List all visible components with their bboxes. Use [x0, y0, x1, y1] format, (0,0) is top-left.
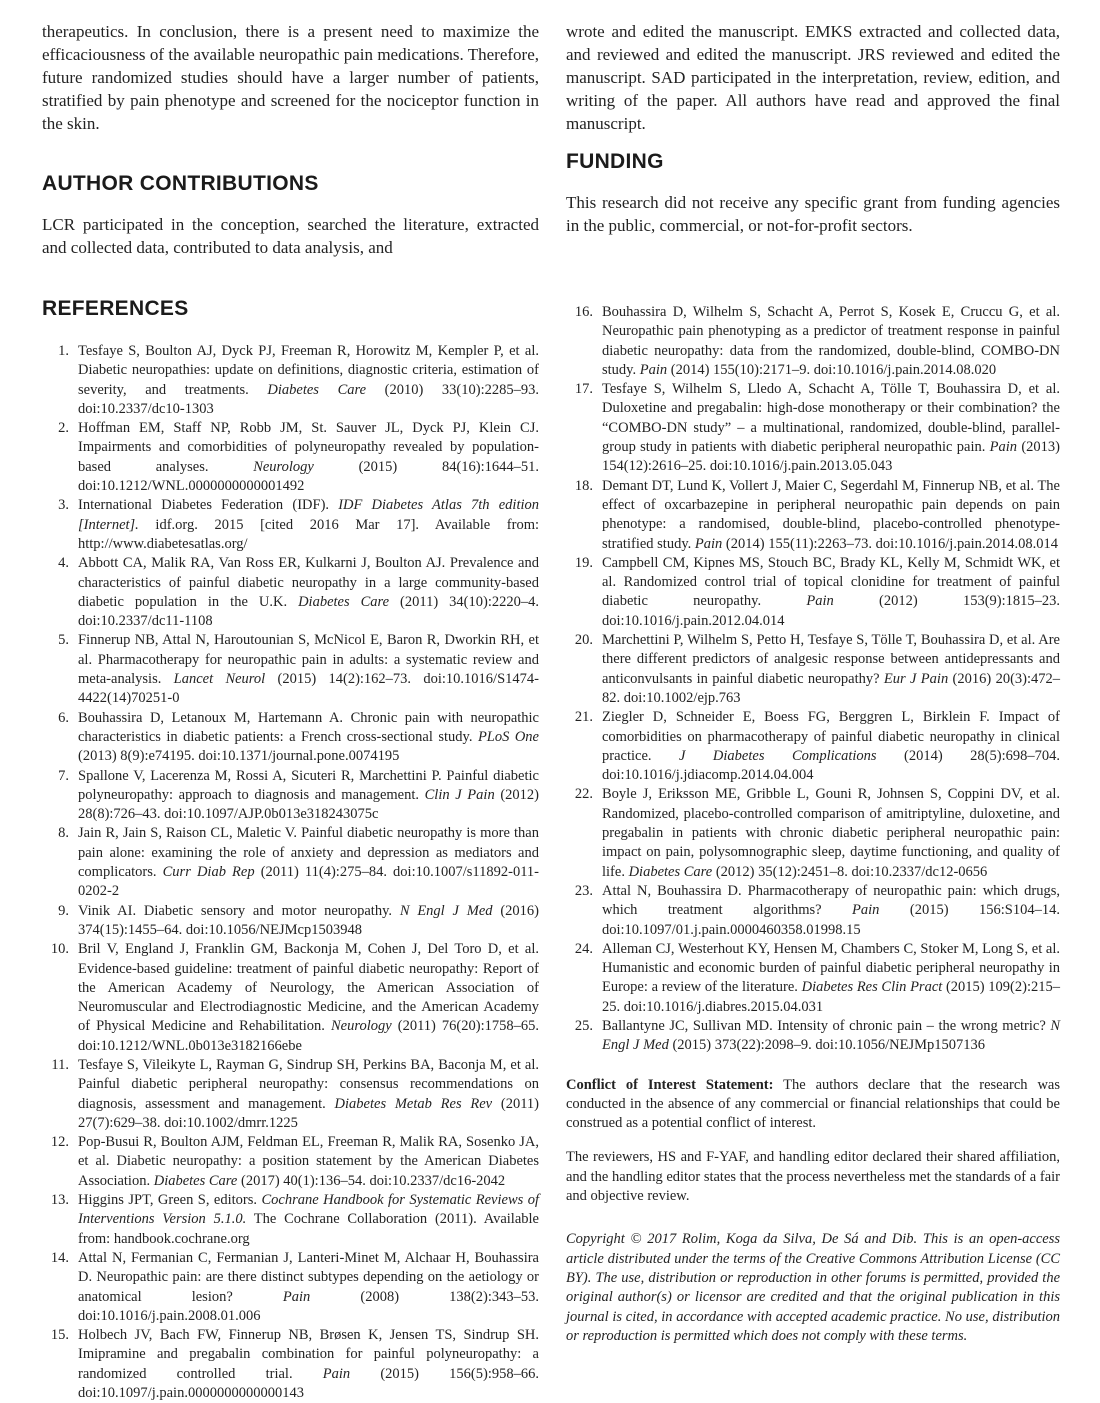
funding-heading: FUNDING: [566, 150, 664, 173]
reference-item: [566, 380, 1060, 476]
reference-item: [42, 342, 539, 419]
reviewers-note: The reviewers, HS and F-YAF, and handling editor declared their shared affiliation, and the handling editor states that the process nevertheless met the standards of a fair and objective review.: [566, 1149, 1060, 1205]
reference-number: 7.: [58, 767, 69, 784]
reference-item: [566, 882, 1060, 940]
reference-number: 15.: [50, 1327, 69, 1344]
reference-text: Pop-Busui R, Boulton AJM, Feldman EL, Freeman R, Malik RA, Sosenko JA, et al. Diabetic neuropathy: a position statement by the American Diabetes Association. Diabetes Care (2017) 40(1):136–54. doi:10.2337/dc16-2042: [78, 1134, 539, 1189]
reference-item: [566, 1017, 1060, 1056]
reference-number: 21.: [574, 709, 593, 726]
reference-text: Holbech JV, Bach FW, Finnerup NB, Brøsen K, Jensen TS, Sindrup SH. Imipramine and pregabalin combination for painful polyneuropathy: a randomized controlled trial. Pain (2015) 156(5):958–66. doi:10.1097/j.pain.0000000000000143: [78, 1327, 539, 1402]
reference-item: [42, 496, 539, 554]
reference-number: 3.: [58, 497, 69, 514]
reference-text: Tesfaye S, Vileikyte L, Rayman G, Sindrup SH, Perkins BA, Baconja M, et al. Painful diabetic peripheral neuropathy: consensus recommendations on diagnosis, assessment and management. Diabetes Metab Res Rev (2011) 27(7):629–38. doi:10.1002/dmrr.1225: [78, 1056, 539, 1131]
reference-number: 1.: [58, 343, 69, 359]
reference-item: [42, 902, 539, 941]
reference-number: 6.: [58, 709, 69, 726]
reference-number: 20.: [574, 632, 593, 649]
reference-item: [42, 554, 539, 631]
conflict-of-interest-note: [566, 1076, 1060, 1134]
reference-item: [42, 1133, 539, 1191]
reference-text: Tesfaye S, Boulton AJ, Dyck PJ, Freeman R, Horowitz M, Kempler P, et al. Diabetic neuropathies: update on definitions, diagnostic criteria, estimation of severity, and treatments. Diabetes Care (2010) 33(10):2285–93. doi:10.2337/dc10-1303: [78, 343, 539, 417]
reference-text: Marchettini P, Wilhelm S, Petto H, Tesfaye S, Tölle T, Bouhassira D, et al. Are there different predictors of analgesic response between antidepressants and anticonvulsants in painful diabetic neuropathy? Eur J Pain (2016) 20(3):472–82. doi:10.1002/ejp.763: [602, 632, 1061, 706]
reference-item: [42, 709, 539, 767]
reference-item: [42, 1056, 539, 1133]
reference-item: [42, 419, 539, 496]
reference-number: 13.: [50, 1192, 69, 1209]
reference-text: International Diabetes Federation (IDF). IDF Diabetes Atlas 7th edition [Internet]. idf.org. 2015 [cited 2016 Mar 17]. Available from: http://www.diabetesatlas.org/: [78, 497, 540, 552]
author-contributions-heading: AUTHOR CONTRIBUTIONS: [42, 172, 319, 195]
reference-text: Spallone V, Lacerenza M, Rossi A, Sicuteri R, Marchettini P. Painful diabetic polyneuropathy: approach to diagnosis and management. Clin J Pain (2012) 28(8):726–43. doi:10.1097/AJP.0b013e318243075c: [78, 767, 539, 823]
conclusion-paragraph: therapeutics. In conclusion, there is a present need to maximize the efficaciousness of the available neuropathic pain medications. Therefore, future randomized studies should have a larger number of patients, stratified by pain phenotype and screened for the nociceptor function in the skin.: [42, 22, 539, 133]
reference-number: 16.: [574, 304, 593, 320]
reference-number: 8.: [58, 825, 69, 842]
author-contributions-continued-paragraph: wrote and edited the manuscript. EMKS extracted and collected data, and reviewed and edited the manuscript. JRS reviewed and edited the manuscript. SAD participated in the interpretation, review, edition, and writing of the paper. All authors have read and approved the final manuscript.: [566, 22, 1060, 133]
reference-item: [566, 631, 1060, 708]
reference-item: [42, 1326, 539, 1403]
reference-item: [42, 767, 539, 825]
reference-text: Bril V, England J, Franklin GM, Backonja M, Cohen J, Del Toro D, et al. Evidence-based guideline: treatment of painful diabetic neuropathy: Report of the American Academy of Neurology, the American Association of Neuromuscular and Electrodiagnostic Medicine, and the American Academy of Physical Medicine and Rehabilitation. Neurology (2011) 76(20):1758–65. doi:10.1212/WNL.0b013e3182166ebe: [78, 941, 539, 1054]
reference-number: 18.: [574, 477, 593, 494]
reference-number: 22.: [574, 786, 593, 803]
reference-number: 5.: [58, 632, 69, 649]
reference-text: Alleman CJ, Westerhout KY, Hensen M, Chambers C, Stoker M, Long S, et al. Humanistic and economic burden of painful diabetic peripheral neuropathy in Europe: a review of the literature. Diabetes Res Clin Pract (2015) 109(2):215–25. doi:10.1016/j.diabres.2015.04.031: [602, 940, 1060, 1015]
reference-number: 19.: [574, 554, 593, 571]
right-top-column: [566, 20, 1060, 237]
author-contributions-paragraph: LCR participated in the conception, searched the literature, extracted and collected data, contributed to data analysis, and: [42, 215, 539, 257]
funding-paragraph: This research did not receive any specific grant from funding agencies in the public, commercial, or not-for-profit sectors.: [566, 193, 1060, 235]
reference-text: Hoffman EM, Staff NP, Robb JM, St. Sauver JL, Dyck PJ, Klein CJ. Impairments and comorbidities of polyneuropathy revealed by population-based analyses. Neurology (2015) 84(16):1644–51. doi:10.1212/WNL.0000000000001492: [78, 420, 540, 495]
reference-item: [566, 477, 1060, 554]
reference-number: 4.: [58, 555, 69, 572]
conflict-of-interest-lead: Conflict of Interest Statement:: [566, 1076, 774, 1093]
reference-item: [566, 785, 1060, 881]
reference-item: [42, 1191, 539, 1249]
copyright-note: Copyright © 2017 Rolim, Koga da Silva, De Sá and Dib. This is an open-access article distributed under the terms of the Creative Commons Attribution License (CC BY). The use, distribution or reproduction in other forums is permitted, provided the original author(s) or licensor are credited and that the original publication in this journal is cited, in accordance with accepted academic practice. No use, distribution or reproduction is permitted which does not comply with these terms.: [566, 1231, 1060, 1344]
reference-number: 24.: [574, 940, 593, 957]
reference-text: Tesfaye S, Wilhelm S, Lledo A, Schacht A, Tölle T, Bouhassira D, et al. Duloxetine and pregabalin: high-dose monotherapy or their combination? the “COMBO-DN study” – a multinational, randomized, double-blind, parallel-group study in patients with diabetic peripheral neuropathic pain. Pain (2013) 154(12):2616–25. doi:10.1016/j.pain.2013.05.043: [602, 381, 1060, 475]
reference-item: [566, 303, 1060, 380]
reference-text: Campbell CM, Kipnes MS, Stouch BC, Brady KL, Kelly M, Schmidt WK, et al. Randomized control trial of topical clonidine for treatment of painful diabetic neuropathy. Pain (2012) 153(9):1815–23. doi:10.1016/j.pain.2012.04.014: [602, 554, 1061, 629]
reference-number: 17.: [574, 381, 593, 398]
reference-item: [42, 631, 539, 708]
reference-number: 23.: [574, 882, 593, 899]
reference-item: [42, 824, 539, 901]
left-top-column: [42, 20, 539, 259]
right-bottom-column: [566, 303, 1060, 1346]
reference-text: Bouhassira D, Letanoux M, Hartemann A. Chronic pain with neuropathic characteristics in diabetic patients: a French cross-sectional study. PLoS One (2013) 8(9):e74195. doi:10.1371/journal.pone.0074195: [78, 709, 539, 765]
reference-text: Finnerup NB, Attal N, Haroutounian S, McNicol E, Baron R, Dworkin RH, et al. Pharmacotherapy for neuropathic pain in adults: a systematic review and meta-analysis. Lancet Neurol (2015) 14(2):162–73. doi:10.1016/S1474-4422(14)70251-0: [78, 632, 539, 707]
references-list-right: [566, 303, 1060, 1056]
reference-item: [42, 940, 539, 1056]
reference-text: Higgins JPT, Green S, editors. Cochrane Handbook for Systematic Reviews of Interventions Version 5.1.0. The Cochrane Collaboration (2011). Available from: handbook.cochrane.org: [78, 1192, 539, 1247]
reference-item: [566, 940, 1060, 1017]
reference-number: 11.: [51, 1056, 69, 1073]
reference-item: [566, 708, 1060, 785]
reference-number: 12.: [50, 1134, 69, 1151]
reference-number: 2.: [58, 420, 69, 437]
references-list-left: [42, 342, 539, 1403]
reference-text: Demant DT, Lund K, Vollert J, Maier C, Segerdahl M, Finnerup NB, et al. The effect of oxcarbazepine in peripheral neuropathic pain depends on pain phenotype: a randomised, double-blind, placebo-controlled phenotype-stratified study. Pain (2014) 155(11):2263–73. doi:10.1016/j.pain.2014.08.014: [602, 477, 1060, 552]
references-heading: REFERENCES: [42, 297, 189, 320]
reference-text: Bouhassira D, Wilhelm S, Schacht A, Perrot S, Kosek E, Cruccu G, et al. Neuropathic pain phenotyping as a predictor of treatment response in painful diabetic neuropathy: data from the randomized, double-blind, COMBO-DN study. Pain (2014) 155(10):2171–9. doi:10.1016/j.pain.2014.08.020: [602, 304, 1060, 378]
reference-text: Boyle J, Eriksson ME, Gribble L, Gouni R, Johnsen S, Coppini DV, et al. Randomized, placebo-controlled comparison of amitriptyline, duloxetine, and pregabalin in patients with chronic diabetic peripheral neuropathic pain: impact on pain, polysomnographic sleep, daytime functioning, and quality of life. Diabetes Care (2012) 35(12):2451–8. doi:10.2337/dc12-0656: [602, 786, 1060, 880]
reference-text: Vinik AI. Diabetic sensory and motor neuropathy. N Engl J Med (2016) 374(15):1455–64. doi:10.1056/NEJMcp1503948: [78, 902, 539, 938]
reference-text: Abbott CA, Malik RA, Van Ross ER, Kulkarni J, Boulton AJ. Prevalence and characteristics of painful diabetic neuropathy in a large community-based diabetic population in the U.K. Diabetes Care (2011) 34(10):2220–4. doi:10.2337/dc11-1108: [78, 555, 539, 630]
reference-number: 14.: [50, 1249, 69, 1266]
reference-item: [42, 1249, 539, 1326]
conflict-of-interest-body: The authors declare that the research was conducted in the absence of any commercial or financial relationships that could be construed as a potential conflict of interest.: [566, 1076, 1060, 1132]
reference-number: 25.: [574, 1017, 593, 1034]
reference-text: Ballantyne JC, Sullivan MD. Intensity of chronic pain – the wrong metric? N Engl J Med (2015) 373(22):2098–9. doi:10.1056/NEJMp1507136: [602, 1017, 1060, 1054]
reference-text: Jain R, Jain S, Raison CL, Maletic V. Painful diabetic neuropathy is more than pain alone: examining the role of anxiety and depression as mediators and complicators. Curr Diab Rep (2011) 11(4):275–84. doi:10.1007/s11892-011-0202-2: [78, 825, 539, 900]
reference-text: Attal N, Bouhassira D. Pharmacotherapy of neuropathic pain: which drugs, which treatment algorithms? Pain (2015) 156:S104–14. doi:10.1097/01.j.pain.0000460358.01998.15: [602, 882, 1060, 938]
reference-item: [566, 554, 1060, 631]
reference-number: 10.: [50, 941, 69, 958]
reference-text: Ziegler D, Schneider E, Boess FG, Berggren L, Birklein F. Impact of comorbidities on pharmacotherapy of painful diabetic neuropathy in clinical practice. J Diabetes Complications (2014) 28(5):698–704. doi:10.1016/j.jdiacomp.2014.04.004: [602, 709, 1060, 784]
reference-text: Attal N, Fermanian C, Fermanian J, Lanteri-Minet M, Alchaar H, Bouhassira D. Neuropathic pain: are there distinct subtypes depending on the aetiology or anatomical lesion? Pain (2008) 138(2):343–53. doi:10.1016/j.pain.2008.01.006: [78, 1249, 539, 1324]
reference-number: 9.: [58, 902, 69, 919]
